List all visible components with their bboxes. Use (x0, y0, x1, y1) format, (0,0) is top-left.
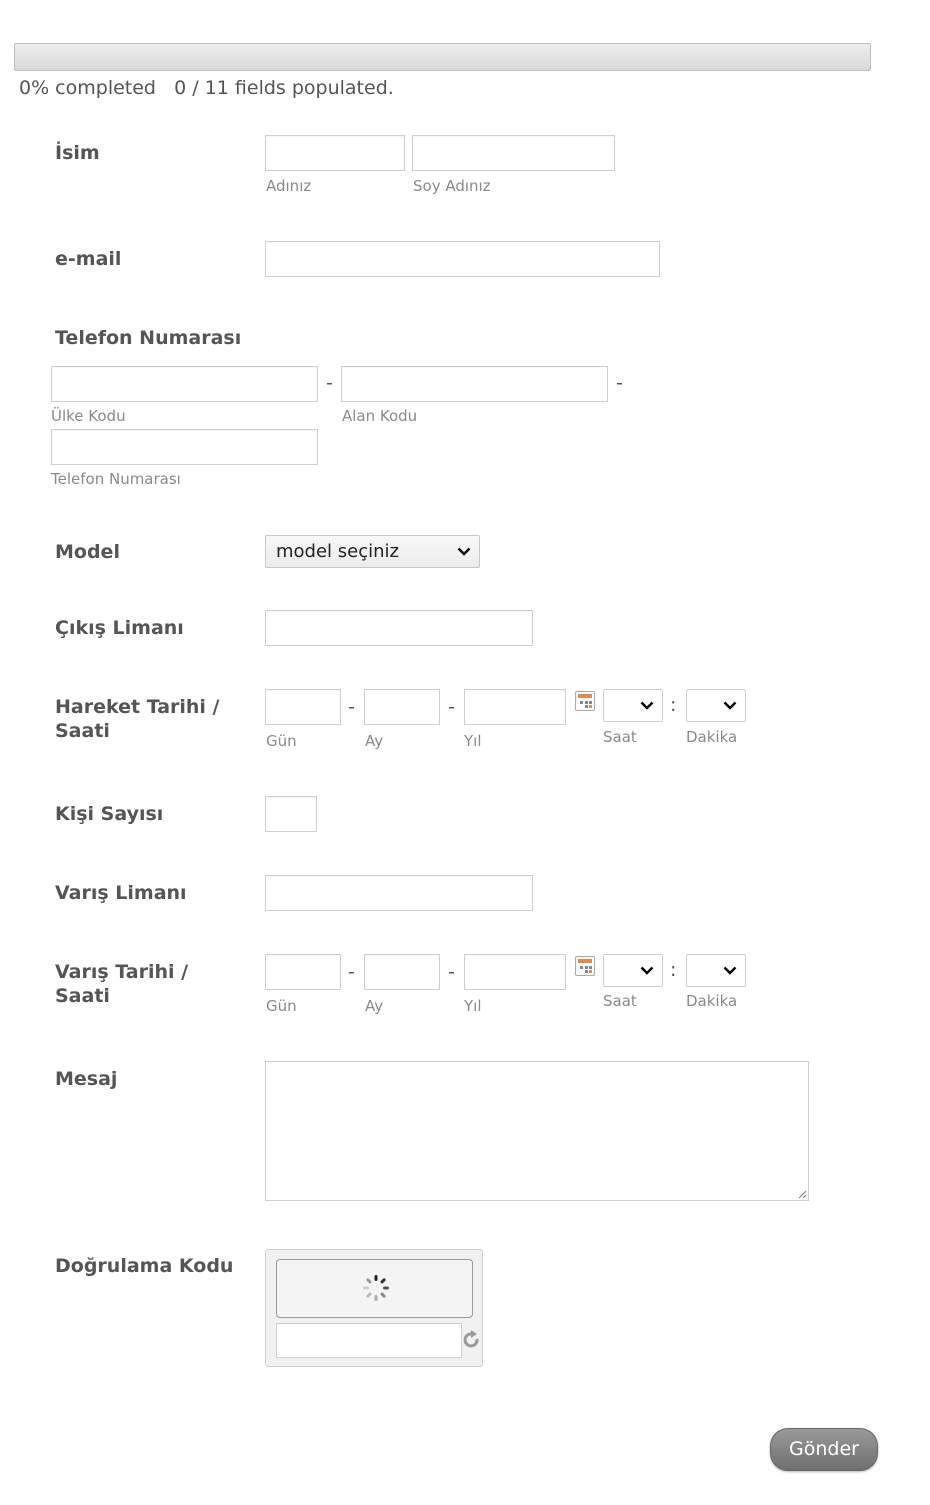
phone-separator: - (616, 372, 623, 394)
departure-month-input[interactable] (364, 689, 440, 725)
departure-day-sublabel: Gün (266, 732, 297, 750)
departure-hour-select[interactable] (603, 689, 663, 722)
resize-handle-icon[interactable] (797, 1189, 807, 1199)
loading-spinner-icon (361, 1272, 391, 1304)
arrival-port-input[interactable] (265, 875, 533, 911)
people-count-input[interactable] (265, 796, 317, 832)
phone-country-code-sublabel: Ülke Kodu (51, 407, 126, 425)
captcha-image (276, 1259, 473, 1318)
message-textarea[interactable] (265, 1061, 809, 1201)
first-name-sublabel: Adınız (266, 177, 312, 195)
progress-text (19, 77, 394, 99)
departure-minute-select[interactable] (686, 689, 746, 722)
first-name-input[interactable] (265, 135, 405, 171)
date-separator: - (448, 696, 455, 718)
calendar-icon[interactable] (575, 691, 595, 711)
email-input[interactable] (265, 241, 660, 277)
arrival-month-sublabel: Ay (365, 997, 384, 1015)
departure-minute-sublabel: Dakika (686, 728, 738, 746)
last-name-sublabel: Soy Adınız (413, 177, 491, 195)
arrival-minute-sublabel: Dakika (686, 992, 738, 1010)
chevron-down-icon (723, 700, 737, 710)
phone-separator: - (326, 372, 333, 394)
model-select-value: model seçiniz (276, 541, 399, 562)
people-count-label: Kişi Sayısı (55, 803, 164, 825)
refresh-icon[interactable] (463, 1330, 481, 1350)
arrival-port-label: Varış Limanı (55, 882, 187, 904)
departure-datetime-label (55, 695, 220, 743)
arrival-hour-select[interactable] (603, 954, 663, 987)
captcha-label: Doğrulama Kodu (55, 1255, 234, 1277)
arrival-year-sublabel: Yıl (464, 997, 482, 1015)
arrival-datetime-label-line1: Varış Tarihi / (55, 961, 189, 983)
departure-port-label: Çıkış Limanı (55, 617, 184, 639)
chevron-down-icon (640, 700, 654, 710)
model-select[interactable] (265, 535, 480, 568)
departure-datetime-label-line1: Hareket Tarihi / (55, 696, 220, 718)
captcha-box (265, 1249, 483, 1367)
date-separator: - (448, 961, 455, 983)
date-separator: - (348, 961, 355, 983)
departure-month-sublabel: Ay (365, 732, 384, 750)
phone-number-sublabel: Telefon Numarası (51, 470, 181, 488)
departure-hour-sublabel: Saat (603, 728, 637, 746)
arrival-day-sublabel: Gün (266, 997, 297, 1015)
submit-button[interactable]: Gönder (770, 1428, 878, 1471)
chevron-down-icon (640, 965, 654, 975)
time-separator: : (670, 959, 677, 981)
email-label: e-mail (55, 248, 122, 270)
arrival-month-input[interactable] (364, 954, 440, 990)
arrival-datetime-label (55, 960, 188, 1008)
phone-area-code-sublabel: Alan Kodu (342, 407, 418, 425)
departure-year-sublabel: Yıl (464, 732, 482, 750)
chevron-down-icon (723, 965, 737, 975)
departure-port-input[interactable] (265, 610, 533, 646)
last-name-input[interactable] (412, 135, 615, 171)
date-separator: - (348, 696, 355, 718)
time-separator: : (670, 694, 677, 716)
calendar-icon[interactable] (575, 956, 595, 976)
progress-fields-count: 0 / 11 fields populated. (174, 77, 394, 99)
phone-area-code-input[interactable] (341, 366, 608, 402)
arrival-year-input[interactable] (464, 954, 566, 990)
phone-label: Telefon Numarası (55, 327, 242, 349)
name-label: İsim (55, 142, 100, 164)
model-label: Model (55, 541, 120, 563)
departure-datetime-label-line2: Saati (55, 720, 110, 742)
chevron-down-icon (457, 546, 471, 556)
arrival-day-input[interactable] (265, 954, 341, 990)
captcha-input[interactable] (276, 1323, 462, 1358)
phone-country-code-input[interactable] (51, 366, 318, 402)
arrival-hour-sublabel: Saat (603, 992, 637, 1010)
progress-percent: 0% completed (19, 77, 156, 99)
departure-year-input[interactable] (464, 689, 566, 725)
message-label: Mesaj (55, 1068, 118, 1090)
phone-number-input[interactable] (51, 429, 318, 465)
arrival-minute-select[interactable] (686, 954, 746, 987)
departure-day-input[interactable] (265, 689, 341, 725)
arrival-datetime-label-line2: Saati (55, 985, 110, 1007)
progress-bar (14, 43, 871, 71)
